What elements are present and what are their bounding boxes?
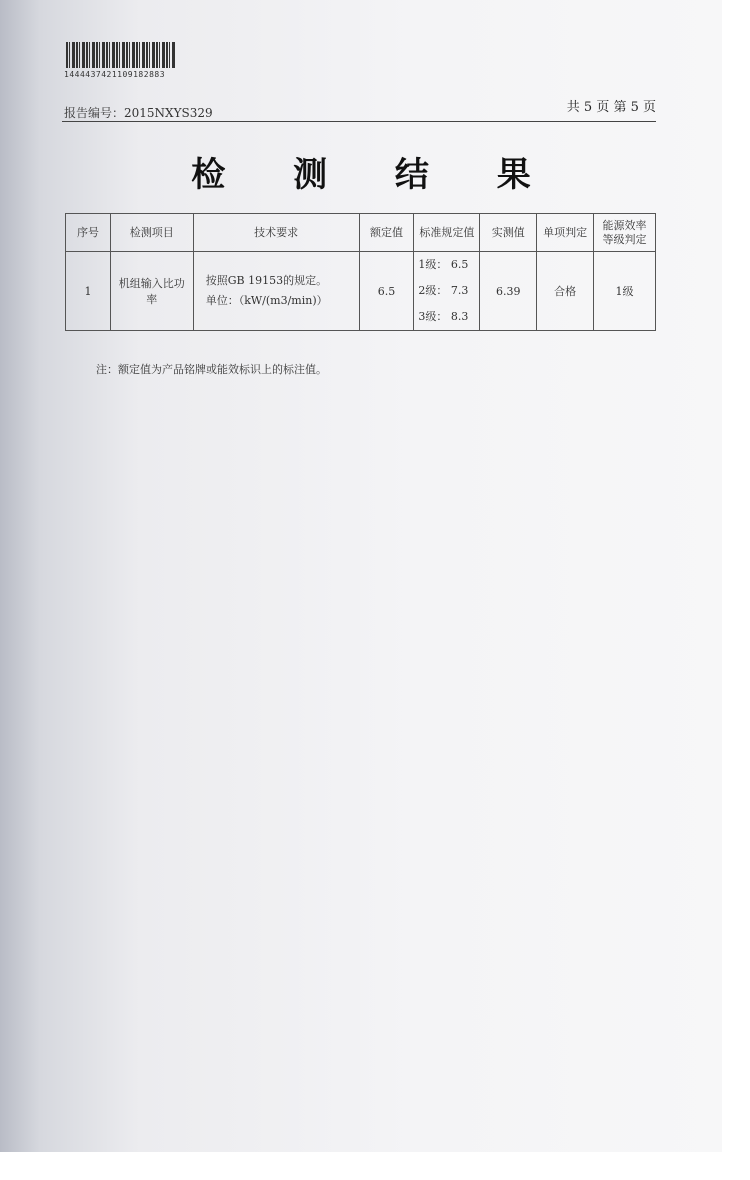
report-number: 报告编号：2015NXYS329 [64,106,213,120]
table-header-row [66,214,656,252]
cell-seq: 1 [66,252,111,331]
cell-grade: 1级 [594,252,656,331]
header-judgement: 单项判定 [537,214,594,252]
cell-item: 机组输入比功率 [110,252,193,331]
cell-judgement: 合格 [537,252,594,331]
header-standard: 标准规定值 [414,214,480,252]
header-rated: 额定值 [359,214,414,252]
requirement-line-1: 按照GB 19153的规定。 [205,274,328,287]
barcode [66,42,176,68]
cell-rated: 6.5 [359,252,414,331]
cell-measured: 6.39 [480,252,537,331]
cell-standard [414,252,480,331]
header-measured: 实测值 [480,214,537,252]
cell-requirement [193,252,359,331]
standard-grade-3: 3级： 8.3 [418,310,469,323]
header-rule [62,121,656,122]
header-requirement: 技术要求 [193,214,359,252]
header-grade: 能源效率等级判定 [594,214,656,252]
header-item: 检测项目 [110,214,193,252]
header-seq: 序号 [66,214,111,252]
standard-grade-2: 2级： 7.3 [418,284,469,297]
table-row [66,252,656,331]
requirement-line-2: 单位：（kW/(m3/min)） [205,294,328,307]
standard-grade-1: 1级： 6.5 [418,258,469,271]
results-table [65,213,656,331]
page-info: 共 5 页 第 5 页 [566,100,656,115]
barcode-number: 1444437421109182883 [64,70,166,79]
page-title: 检 测 结 果 [191,155,559,195]
footnote: 注：额定值为产品铭牌或能效标识上的标注值。 [96,363,327,376]
